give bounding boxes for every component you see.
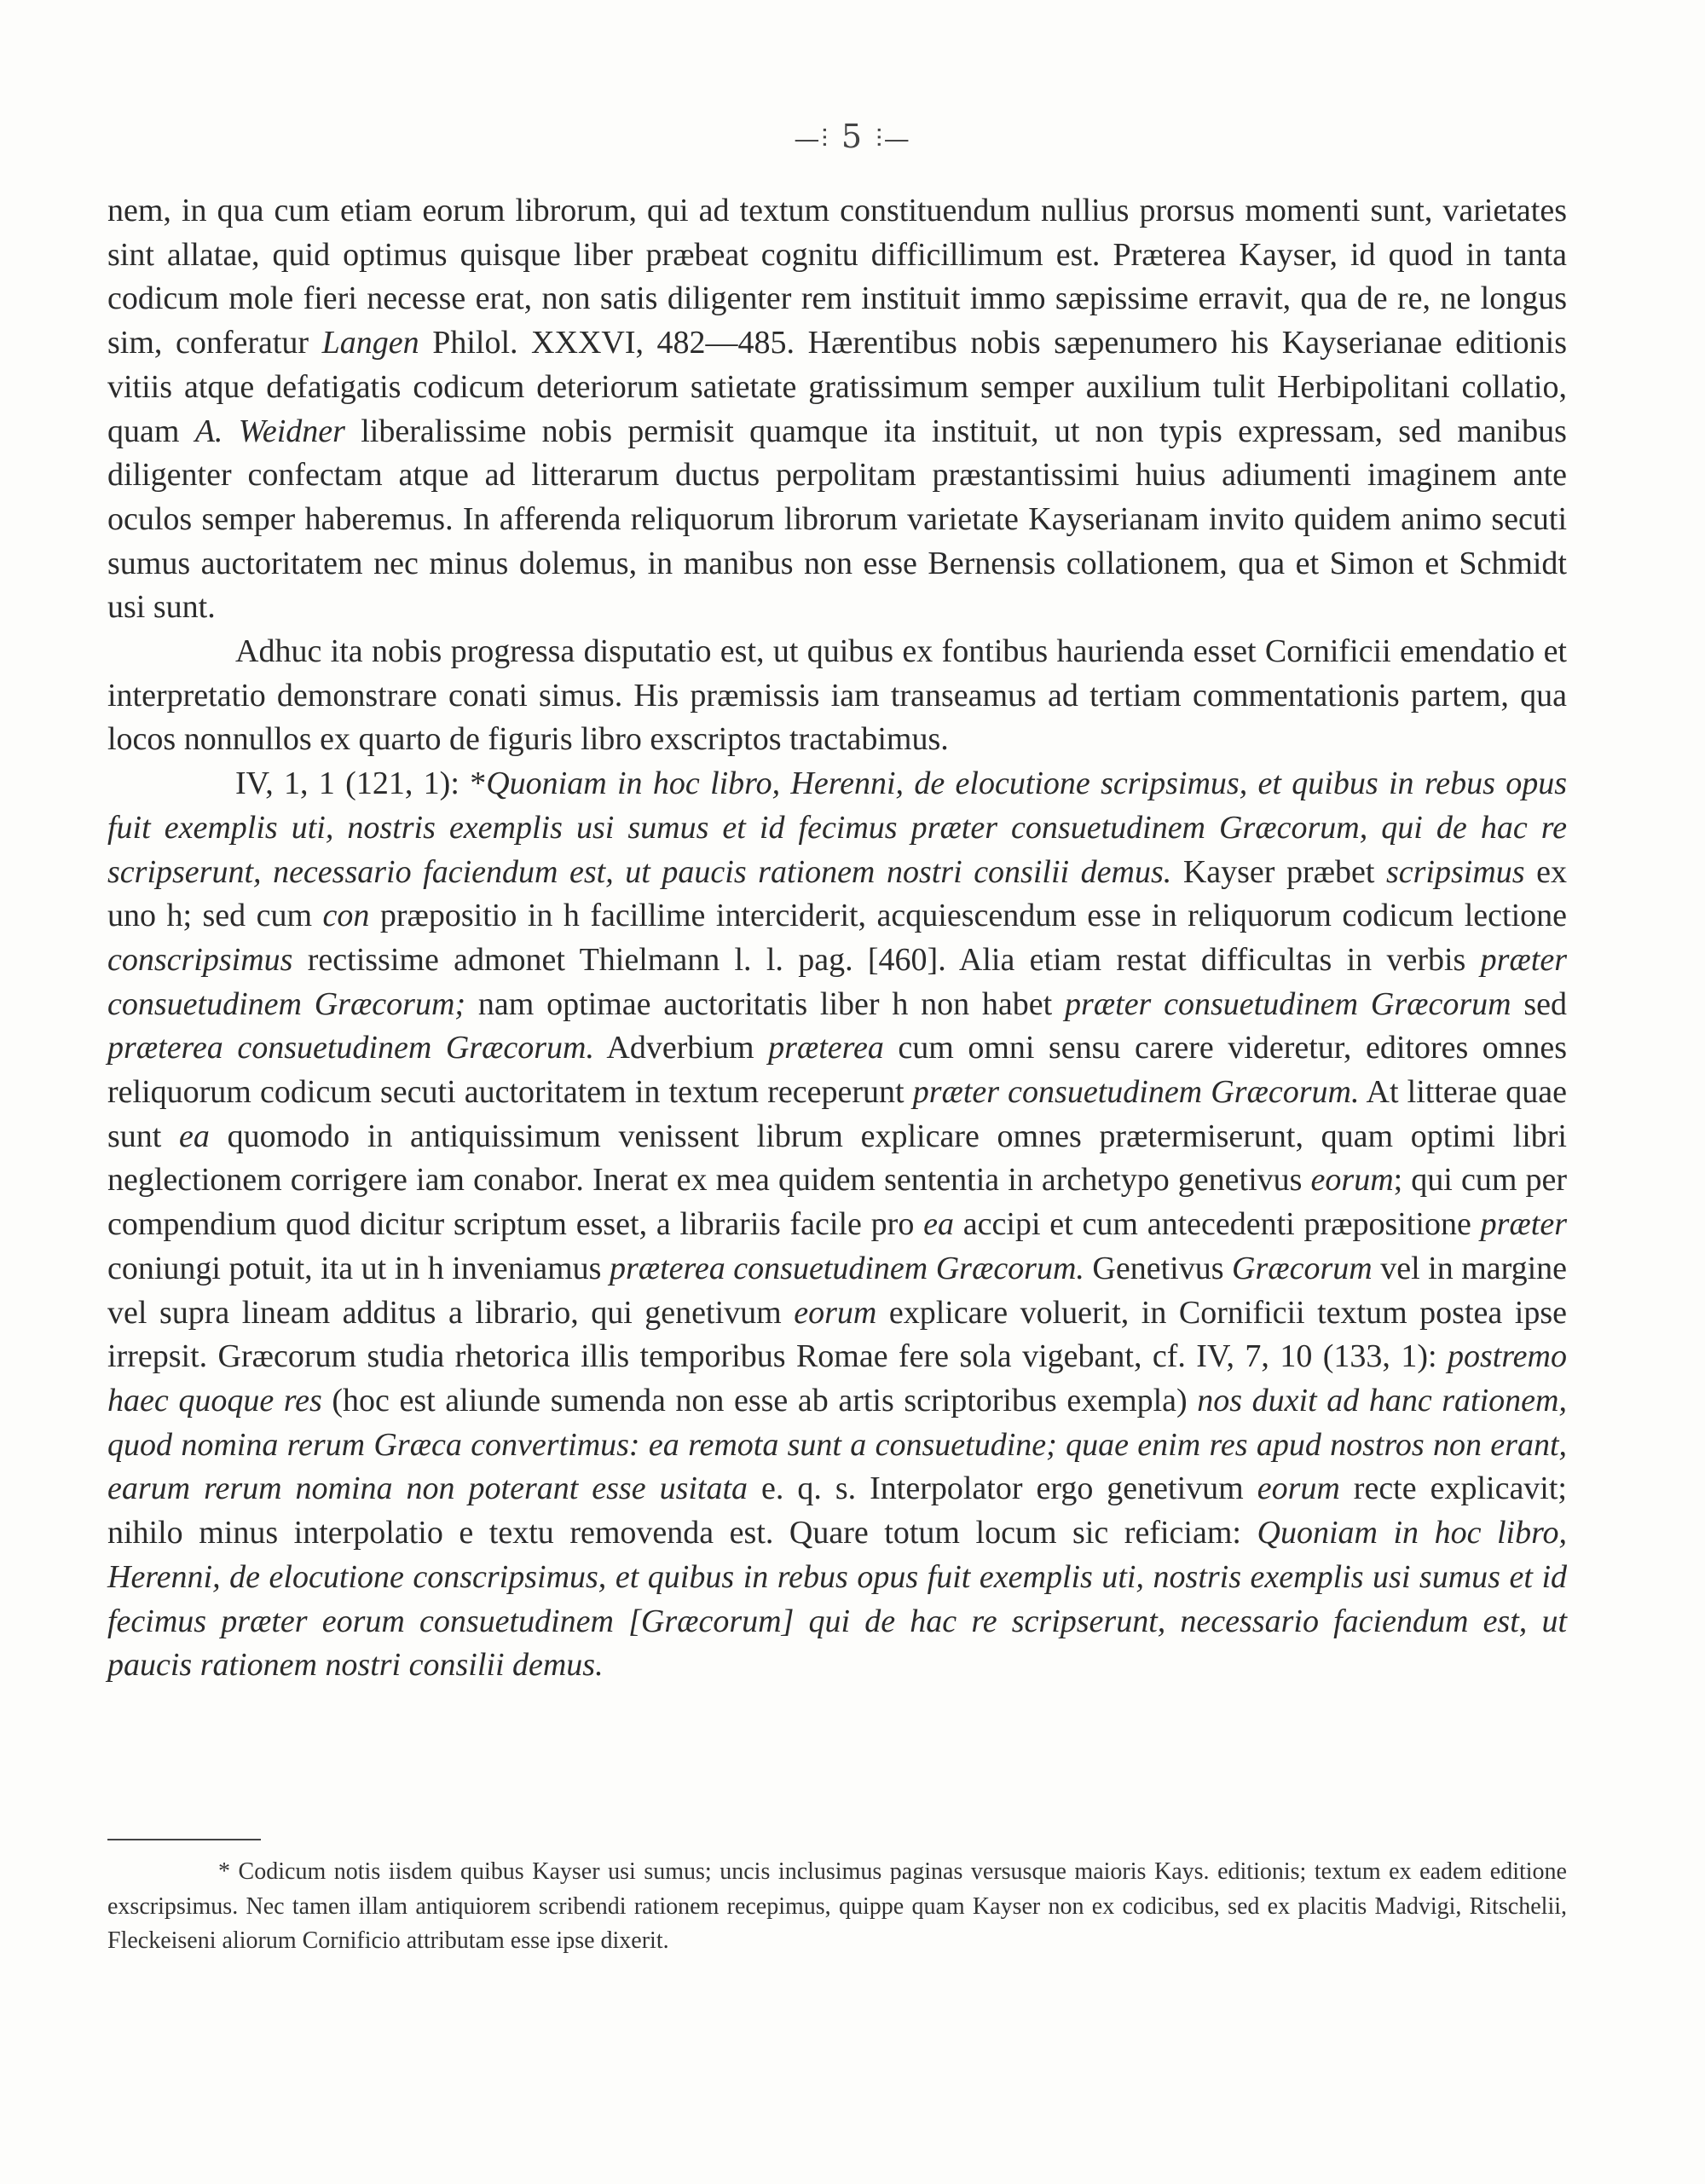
footnote-divider: [107, 1839, 261, 1840]
p3-italic-19: eorum: [1257, 1470, 1340, 1507]
p3-italic-7: præterea consuetudinem Græcorum.: [107, 1030, 594, 1066]
p3-italic-3: con: [322, 898, 370, 934]
p3-italic-14: præterea consuetudinem Græcorum.: [609, 1250, 1084, 1286]
body-text: [107, 189, 1567, 1688]
p3-text-9: cum omni sensu carere videretur, editores omnes reliquorum codicum secuti auctoritatem in textum receperunt: [107, 1030, 1568, 1111]
p3-italic-1: Quoniam in hoc libro, Herenni, de elocutione scripsimus, et quibus in rebus opus fuit exemplis uti, nostris exemplis usi sumus et id fecimus præter consuetudinem Græcorum, qui de hac re scripserunt, necessario faciendum est, ut paucis rationem nostri consilii demus.: [107, 766, 1567, 890]
p1-italic-1: Langen: [321, 325, 419, 361]
p1-text-1: nem, in qua cum etiam eorum librorum, qui ad textum constituendum nullius prorsus momenti sunt, varietates sint allatae, quid optimus quisque liber præbeat cognitu difficillimum est. Præterea Kayser, id quod in tanta codicum mole fieri necesse erat, non satis diligenter rem instituit immo sæpissime erravit, qua de re, ne longus sim, conferatur: [107, 193, 1567, 361]
paragraph-1: [107, 189, 1567, 630]
p1-italic-2: A. Weidner: [194, 413, 345, 449]
p3-text-7: sed: [1511, 985, 1567, 1022]
p3-text-17: explicare voluerit, in Cornificii textum postea ipse irrepsit. Græcorum studia rhetorica illis temporibus Romae fere sola vigebant, cf. IV, 7, 10 (133, 1):: [107, 1294, 1567, 1375]
p3-text-8: Adverbium: [594, 1030, 769, 1066]
page-header: [0, 118, 1705, 155]
p3-italic-18: nos duxit ad hanc rationem, quod nomina rerum Græca convertimus: ea remota sunt a consuetudine; quae enim res apud nostros non erant, earum rerum nomina non poterant esse usitata: [107, 1382, 1567, 1507]
footnote-text: * Codicum notis iisdem quibus Kayser usi sumus; uncis inclusimus paginas versusque maioris Kays. editionis; textum ex eadem editione exscripsimus. Nec tamen illam antiquiorem scribendi rationem recepimus, quippe quam Kayser non ex codicibus, sed ex placitis Madvigi, Ritschelii, Fleckeiseni aliorum Cornificio attributam esse ipse dixerit.: [107, 1858, 1567, 1954]
p3-italic-15: Græcorum: [1232, 1250, 1373, 1286]
p3-italic-4: conscripsimus: [107, 941, 293, 978]
p3-text-15: Genetivus: [1084, 1250, 1233, 1286]
p3-text-11: quomodo in antiquissimum venissent librum explicare omnes prætermiserunt, quam optimi libri neglectionem corrigere iam conabor. Inerat ex mea quidem sententia in archetypo genetivus: [107, 1118, 1567, 1199]
p3-text-19: e. q. s. Interpolator ergo genetivum: [748, 1470, 1257, 1507]
p3-text-1: IV, 1, 1 (121, 1): *: [235, 766, 487, 802]
p3-text-18: (hoc est aliunde sumenda non esse ab artis scriptoribus exempla): [321, 1382, 1198, 1418]
header-ornament-right: ⫶—: [876, 124, 911, 154]
p3-text-12: ; qui cum per compendium quod dicitur scriptum esset, a librariis facile pro: [107, 1162, 1568, 1243]
p3-italic-8: præterea: [768, 1030, 884, 1066]
p3-italic-20: Quoniam in hoc libro, Herenni, de elocutione conscripsimus, et quibus in rebus opus fuit exemplis uti, nostris exemplis usi sumus et id fecimus præter eorum consuetudinem [Græcorum] qui de hac re scripserunt, necessario faciendum est, ut paucis rationem nostri consilii demus.: [107, 1515, 1567, 1684]
p3-text-14: coniungi potuit, ita ut in h inveniamus: [107, 1250, 610, 1286]
paragraph-2: [107, 630, 1567, 762]
p3-text-20: recte explicavit; nihilo minus interpolatio e textu removenda est. Quare totum locum sic reficiam:: [107, 1470, 1567, 1551]
p3-italic-2: scripsimus: [1385, 853, 1525, 890]
p3-text-3: ex uno h; sed cum: [107, 853, 1567, 934]
header-ornament-left: —⫶: [794, 124, 829, 154]
p3-italic-12: ea: [923, 1206, 955, 1243]
p1-text-2: Philol. XXXVI, 482—485. Hærentibus nobis sæpenumero his Kayserianae editionis vitiis atque defatigatis codicum deteriorum satietate gratissimum semper auxilium tulit Herbipolitani collatio, quam: [107, 325, 1567, 449]
paragraph-3: [107, 762, 1567, 1688]
p2-text: Adhuc ita nobis progressa disputatio est, ut quibus ex fontibus haurienda esset Cornificii emendatio et interpretatio demonstrare conati simus. His præmissis iam transeamus ad tertiam commentationis partem, qua locos nonnullos ex quarto de figuris libro exscriptos tractabimus.: [107, 633, 1567, 758]
p3-text-5: rectissime admonet Thielmann l. l. pag. [460]. Alia etiam restat difficultas in verbis: [292, 941, 1481, 978]
footnote: [107, 1855, 1567, 1959]
p3-italic-6: præter consuetudinem Græcorum: [1065, 985, 1511, 1022]
p3-italic-13: præter: [1480, 1206, 1567, 1243]
p3-italic-9: præter consuetudinem Græcorum.: [912, 1074, 1360, 1111]
p3-italic-10: ea: [179, 1118, 210, 1154]
p3-text-10: At litterae quae sunt: [107, 1074, 1568, 1154]
p3-text-6: nam optimae auctoritatis liber h non habet: [465, 985, 1065, 1022]
p3-text-2: Kayser præbet: [1171, 853, 1386, 890]
p3-italic-17: postremo haec quoque res: [107, 1338, 1567, 1418]
p3-italic-11: eorum: [1310, 1162, 1394, 1199]
page-number: 5: [841, 118, 864, 155]
p3-italic-16: eorum: [794, 1294, 877, 1331]
p3-text-4: præpositio in h facillime interciderit, acquiescendum esse in reliquorum codicum lectione: [369, 898, 1567, 934]
p3-text-16: vel in margine vel supra lineam additus a librario, qui genetivum: [107, 1250, 1568, 1331]
p3-text-13: accipi et cum antecedenti præpositione: [954, 1206, 1481, 1243]
p1-text-3: liberalissime nobis permisit quamque ita instituit, ut non typis expressam, sed manibus diligenter confectam atque ad litterarum ductus perpolitam præstantissimi huius adiumenti imaginem ante oculos semper haberemus. In afferenda reliquorum librorum varietate Kayserianam invito quidem animo secuti sumus auctoritatem nec minus dolemus, in manibus non esse Bernensis collationem, qua et Simon et Schmidt usi sunt.: [107, 413, 1567, 626]
p3-italic-5: præter consuetudinem Græcorum;: [107, 941, 1567, 1022]
